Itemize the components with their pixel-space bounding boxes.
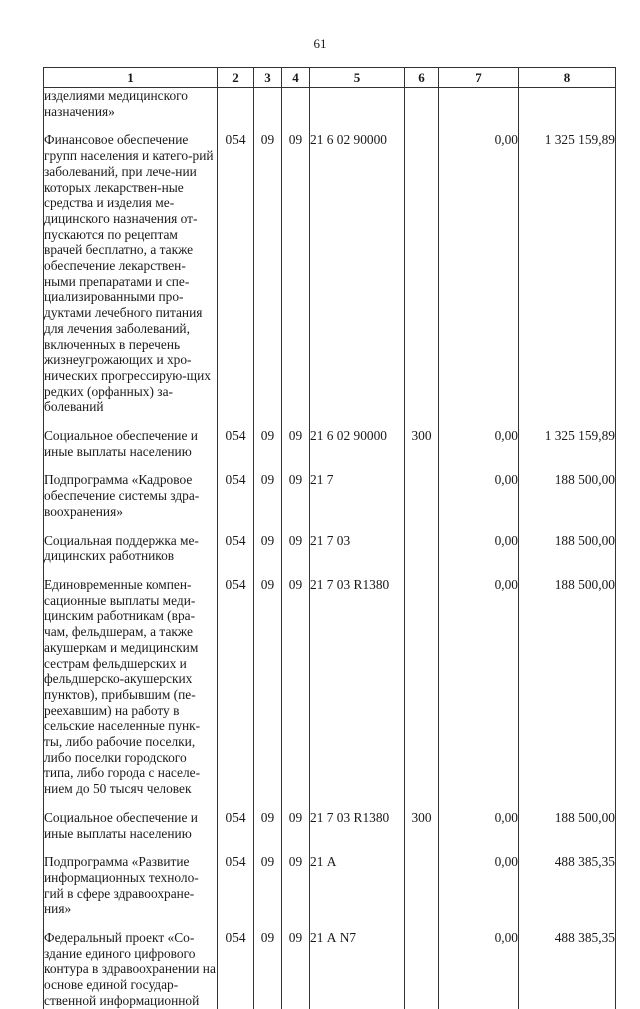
cell-col4: 09 bbox=[282, 577, 310, 797]
cell-col4: 09 bbox=[282, 472, 310, 519]
cell-col7: 0,00 bbox=[439, 132, 519, 415]
row-spacer bbox=[44, 415, 616, 428]
column-header: 2 bbox=[218, 68, 254, 88]
cell-col4: 09 bbox=[282, 810, 310, 841]
table-row bbox=[44, 854, 616, 917]
cell-col3: 09 bbox=[254, 930, 282, 1009]
cell-col7: 0,00 bbox=[439, 930, 519, 1009]
table-row bbox=[44, 472, 616, 519]
table-row bbox=[44, 132, 616, 415]
row-spacer bbox=[44, 459, 616, 472]
row-spacer bbox=[44, 841, 616, 854]
cell-col2: 054 bbox=[218, 428, 254, 459]
cell-col4: 09 bbox=[282, 132, 310, 415]
table-row bbox=[44, 810, 616, 841]
cell-code bbox=[310, 88, 405, 120]
cell-col7: 0,00 bbox=[439, 428, 519, 459]
table-row bbox=[44, 428, 616, 459]
cell-col2: 054 bbox=[218, 132, 254, 415]
cell-code: 21 7 03 bbox=[310, 533, 405, 564]
cell-col2: 054 bbox=[218, 472, 254, 519]
cell-col2: 054 bbox=[218, 577, 254, 797]
cell-col6 bbox=[405, 88, 439, 120]
row-spacer bbox=[44, 917, 616, 930]
row-name: Финансовое обеспечение групп населения и катего-рий заболеваний, при лече-нии которых лекарствен-ные средства и изделия ме-дицинского назначения от-пускаются по рецептам врачей бесплатно, а также обеспечение лекарствен-ными препаратами и спе-циализированными про-дуктами лечебного питания для лечения заболеваний, включенных в перечень жизнеугрожающих и хро-нических прогрессирую-щих редких (орфанных) за-болеваний bbox=[44, 132, 218, 415]
row-name: Подпрограмма «Кадровое обеспечение системы здра-воохранения» bbox=[44, 472, 218, 519]
table-row bbox=[44, 930, 616, 1009]
table-row bbox=[44, 88, 616, 120]
column-header: 3 bbox=[254, 68, 282, 88]
cell-amount: 1 325 159,89 bbox=[519, 428, 616, 459]
cell-col3 bbox=[254, 88, 282, 120]
cell-col6 bbox=[405, 132, 439, 415]
column-header: 1 bbox=[44, 68, 218, 88]
row-name: Социальная поддержка ме-дицинских работников bbox=[44, 533, 218, 564]
cell-col6: 300 bbox=[405, 428, 439, 459]
cell-col3: 09 bbox=[254, 577, 282, 797]
cell-col7: 0,00 bbox=[439, 533, 519, 564]
cell-col2: 054 bbox=[218, 533, 254, 564]
cell-col2: 054 bbox=[218, 854, 254, 917]
cell-amount: 188 500,00 bbox=[519, 577, 616, 797]
cell-code: 21 А bbox=[310, 854, 405, 917]
cell-col4: 09 bbox=[282, 930, 310, 1009]
row-name: изделиями медицинского назначения» bbox=[44, 88, 218, 120]
cell-code: 21 А N7 bbox=[310, 930, 405, 1009]
column-header: 5 bbox=[310, 68, 405, 88]
cell-col7: 0,00 bbox=[439, 472, 519, 519]
cell-code: 21 7 03 R1380 bbox=[310, 810, 405, 841]
cell-col3: 09 bbox=[254, 132, 282, 415]
row-spacer bbox=[44, 564, 616, 577]
cell-col2: 054 bbox=[218, 930, 254, 1009]
budget-table bbox=[43, 67, 616, 1009]
cell-col7: 0,00 bbox=[439, 577, 519, 797]
column-header: 4 bbox=[282, 68, 310, 88]
row-name: Единовременные компен-сационные выплаты меди-цинским работникам (вра-чам, фельдшерам, а также акушеркам и медицинским сестрам фельдшерских и фельдшерско-акушерских пунктов), прибывшим (пе-реехавшим) на работу в сельские населенные пунк-ты, либо рабочие поселки, либо поселки городского типа, либо города с населе-нием до 50 тысяч человек bbox=[44, 577, 218, 797]
cell-col7 bbox=[439, 88, 519, 120]
cell-col6 bbox=[405, 930, 439, 1009]
cell-amount: 1 325 159,89 bbox=[519, 132, 616, 415]
cell-code: 21 7 03 R1380 bbox=[310, 577, 405, 797]
cell-code: 21 7 bbox=[310, 472, 405, 519]
row-spacer bbox=[44, 119, 616, 132]
cell-amount: 188 500,00 bbox=[519, 810, 616, 841]
cell-col4 bbox=[282, 88, 310, 120]
cell-amount: 488 385,35 bbox=[519, 854, 616, 917]
cell-col3: 09 bbox=[254, 854, 282, 917]
cell-col3: 09 bbox=[254, 810, 282, 841]
cell-col4: 09 bbox=[282, 854, 310, 917]
cell-col3: 09 bbox=[254, 472, 282, 519]
row-spacer bbox=[44, 797, 616, 810]
cell-amount: 488 385,35 bbox=[519, 930, 616, 1009]
cell-col4: 09 bbox=[282, 533, 310, 564]
table-row bbox=[44, 533, 616, 564]
cell-col4: 09 bbox=[282, 428, 310, 459]
table-row bbox=[44, 577, 616, 797]
row-name: Социальное обеспечение и иные выплаты населению bbox=[44, 428, 218, 459]
cell-code: 21 6 02 90000 bbox=[310, 428, 405, 459]
row-name: Социальное обеспечение и иные выплаты населению bbox=[44, 810, 218, 841]
cell-col6 bbox=[405, 854, 439, 917]
cell-col7: 0,00 bbox=[439, 854, 519, 917]
cell-amount: 188 500,00 bbox=[519, 533, 616, 564]
column-header: 8 bbox=[519, 68, 616, 88]
header-row bbox=[44, 68, 616, 88]
cell-amount bbox=[519, 88, 616, 120]
cell-code: 21 6 02 90000 bbox=[310, 132, 405, 415]
page-number: 61 bbox=[313, 36, 327, 51]
cell-col6 bbox=[405, 577, 439, 797]
row-name: Подпрограмма «Развитие информационных техноло-гий в сфере здравоохране-ния» bbox=[44, 854, 218, 917]
cell-col2 bbox=[218, 88, 254, 120]
cell-col6: 300 bbox=[405, 810, 439, 841]
cell-col3: 09 bbox=[254, 428, 282, 459]
row-name: Федеральный проект «Со-здание единого цифрового контура в здравоохранении на основе единой государ-ственной информационной bbox=[44, 930, 216, 1008]
cell-col6 bbox=[405, 472, 439, 519]
cell-col6 bbox=[405, 533, 439, 564]
cell-col3: 09 bbox=[254, 533, 282, 564]
column-header: 6 bbox=[405, 68, 439, 88]
cell-col2: 054 bbox=[218, 810, 254, 841]
cell-amount: 188 500,00 bbox=[519, 472, 616, 519]
row-spacer bbox=[44, 520, 616, 533]
column-header: 7 bbox=[439, 68, 519, 88]
cell-col7: 0,00 bbox=[439, 810, 519, 841]
